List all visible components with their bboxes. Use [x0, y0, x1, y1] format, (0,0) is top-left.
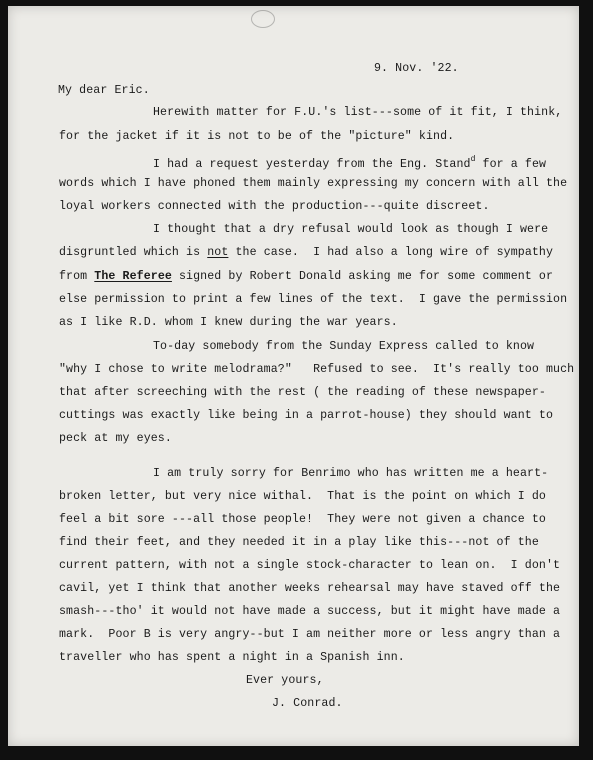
- paragraph-2-line-3: loyal workers connected with the production---quite discreet.: [59, 200, 490, 213]
- paragraph-3-line-2-text-a: disgruntled which is: [59, 246, 208, 259]
- paragraph-2-line-1-text-a: I had a request yesterday from the Eng. Stand: [153, 158, 471, 171]
- paragraph-5-line-2: broken letter, but very nice withal. That is the point on which I do: [59, 490, 546, 503]
- archive-stamp-mark: [251, 10, 275, 28]
- paragraph-4-line-3: that after screeching with the rest ( the reading of these newspaper-: [59, 386, 546, 399]
- underlined-the-referee: The Referee: [94, 270, 172, 283]
- paragraph-4-line-2: "why I chose to write melodrama?" Refused to see. It's really too much: [59, 363, 575, 376]
- paragraph-5-line-8: mark. Poor B is very angry--but I am neither more or less angry than a: [59, 628, 561, 641]
- paragraph-2-line-2: words which I have phoned them mainly expressing my concern with all the: [59, 177, 568, 190]
- paragraph-5-line-4: find their feet, and they needed it in a play like this---not of the: [59, 536, 539, 549]
- superscript-d: d: [470, 155, 476, 164]
- paragraph-4-line-5: peck at my eyes.: [59, 432, 172, 445]
- paragraph-1-line-2: for the jacket if it is not to be of the "picture" kind.: [59, 130, 455, 143]
- paragraph-2-line-1: [153, 153, 546, 172]
- paragraph-1-line-1: Herewith matter for F.U.'s list---some of it fit, I think,: [153, 106, 563, 119]
- paragraph-3-line-3-text-a: from: [59, 270, 95, 283]
- paragraph-5-line-5: current pattern, with not a single stock-character to lean on. I don't: [59, 559, 561, 572]
- paragraph-3-line-3-text-b: signed by Robert Donald asking me for some comment or: [171, 270, 554, 283]
- paragraph-5-line-3: feel a bit sore ---all those people! They were not given a chance to: [59, 513, 546, 526]
- closing: Ever yours,: [246, 674, 324, 687]
- salutation: My dear Eric.: [58, 84, 150, 97]
- paragraph-4-line-1: To-day somebody from the Sunday Express called to know: [153, 340, 535, 353]
- paragraph-2-line-1-text-b: for a few: [475, 158, 547, 171]
- paragraph-5-line-9: traveller who has spent a night in a Spanish inn.: [59, 651, 405, 664]
- paragraph-3-line-1: I thought that a dry refusal would look as though I were: [153, 223, 549, 236]
- paragraph-5-line-7: smash---tho' it would not have made a success, but it might have made a: [59, 605, 561, 618]
- paragraph-5-line-1: I am truly sorry for Benrimo who has written me a heart-: [153, 467, 549, 480]
- underlined-not: not: [207, 246, 229, 259]
- paragraph-3-line-3: [59, 270, 553, 284]
- paragraph-3-line-2: [59, 246, 553, 260]
- letter-page: [8, 6, 579, 746]
- paragraph-3-line-2-text-b: the case. I had also a long wire of sympathy: [228, 246, 554, 259]
- paragraph-5-line-6: cavil, yet I think that another weeks rehearsal may have staved off the: [59, 582, 561, 595]
- paragraph-3-line-4: else permission to print a few lines of the text. I gave the permission: [59, 293, 568, 306]
- signature: J. Conrad.: [272, 697, 343, 710]
- paragraph-4-line-4: cuttings was exactly like being in a parrot-house) they should want to: [59, 409, 554, 422]
- letter-date: 9. Nov. '22.: [374, 62, 459, 75]
- paragraph-3-line-5: as I like R.D. whom I knew during the war years.: [59, 316, 398, 329]
